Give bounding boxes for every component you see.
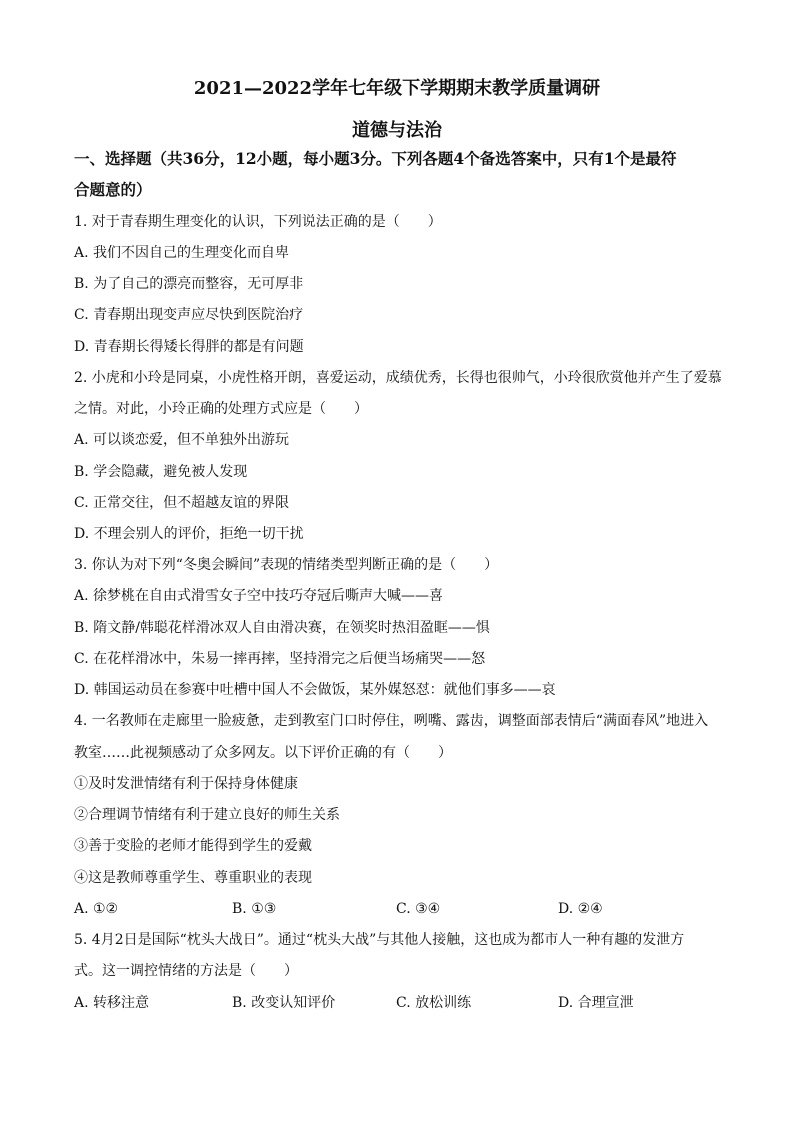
- question-5-stem: 5. 4月2日是国际“枕头大战日”。通过“枕头大战”与其他人接触，这也成为都市人一种有趣的发泄方: [74, 932, 685, 948]
- question-3-option-a: A. 徐梦桃在自由式滑雪女子空中技巧夺冠后嘶声大喊——喜: [74, 588, 444, 604]
- question-5-option-d: D. 合理宣泄: [558, 995, 634, 1011]
- question-5-option-a: A. 转移注意: [74, 995, 150, 1011]
- question-4-stem-cont: 教室……此视频感动了众多网友。以下评价正确的有（ ）: [74, 745, 452, 761]
- question-3-stem: 3. 你认为对下列“冬奥会瞬间”表现的情绪类型判断正确的是（ ）: [74, 557, 499, 573]
- question-2-option-c: C. 正常交往，但不超越友谊的界限: [74, 495, 290, 511]
- question-4-statement-3: ③善于变脸的老师才能得到学生的爱戴: [74, 838, 312, 854]
- question-3-option-d: D. 韩国运动员在参赛中吐槽中国人不会做饭，某外媒怒怼：就他们事多——哀: [74, 682, 556, 698]
- question-1-option-b: B. 为了自己的漂亮而整容，无可厚非: [74, 276, 304, 292]
- question-3-option-b: B. 隋文静/韩聪花样滑冰双人自由滑决赛，在领奖时热泪盈眶——惧: [74, 620, 490, 636]
- question-5-stem-cont: 式。这一调控情绪的方法是（ ）: [74, 963, 298, 979]
- question-4-option-b: B. ①③: [232, 901, 277, 917]
- exam-title: 2021—2022学年七年级下学期期末教学质量调研: [193, 78, 601, 99]
- question-4-statement-2: ②合理调节情绪有利于建立良好的师生关系: [74, 807, 340, 823]
- question-1-option-c: C. 青春期出现变声应尽快到医院治疗: [74, 307, 304, 323]
- question-1-option-a: A. 我们不因自己的生理变化而自卑: [74, 245, 290, 261]
- question-2-stem: 2. 小虎和小玲是同桌，小虎性格开朗，喜爱运动，成绩优秀，长得也很帅气，小玲很欣赏他并产生了爱慕: [74, 370, 722, 386]
- question-3-option-c: C. 在花样滑冰中，朱易一摔再摔，坚持滑完之后便当场痛哭——怒: [74, 651, 486, 667]
- section-heading: 一、选择题（共36分，12小题，每小题3分。下列各题4个备选答案中，只有1个是最符: [74, 149, 677, 168]
- question-2-option-b: B. 学会隐藏，避免被人发现: [74, 464, 248, 480]
- question-5-option-c: C. 放松训练: [396, 995, 472, 1011]
- question-2-option-d: D. 不理会别人的评价，拒绝一切干扰: [74, 526, 304, 542]
- question-2-stem-cont: 之情。对此，小玲正确的处理方式应是（ ）: [74, 401, 368, 417]
- question-4-statement-1: ①及时发泄情绪有利于保持身体健康: [74, 776, 298, 792]
- question-5-option-b: B. 改变认知评价: [232, 995, 336, 1011]
- question-1-option-d: D. 青春期长得矮长得胖的都是有问题: [74, 339, 304, 355]
- question-4-option-d: D. ②④: [558, 901, 603, 917]
- question-4-option-a: A. ①②: [74, 901, 119, 917]
- section-heading-cont: 合题意的）: [74, 180, 152, 199]
- question-4-option-c: C. ③④: [396, 901, 441, 917]
- question-4-statement-4: ④这是教师尊重学生、尊重职业的表现: [74, 870, 312, 886]
- question-2-option-a: A. 可以谈恋爱，但不单独外出游玩: [74, 432, 290, 448]
- question-4-stem: 4. 一名教师在走廊里一脸疲惫，走到教室门口时停住，咧嘴、露齿，调整面部表情后“满面春风”地进入: [74, 713, 709, 729]
- subject-title: 道德与法治: [352, 120, 442, 141]
- question-1-stem: 1. 对于青春期生理变化的认识，下列说法正确的是（ ）: [74, 214, 442, 230]
